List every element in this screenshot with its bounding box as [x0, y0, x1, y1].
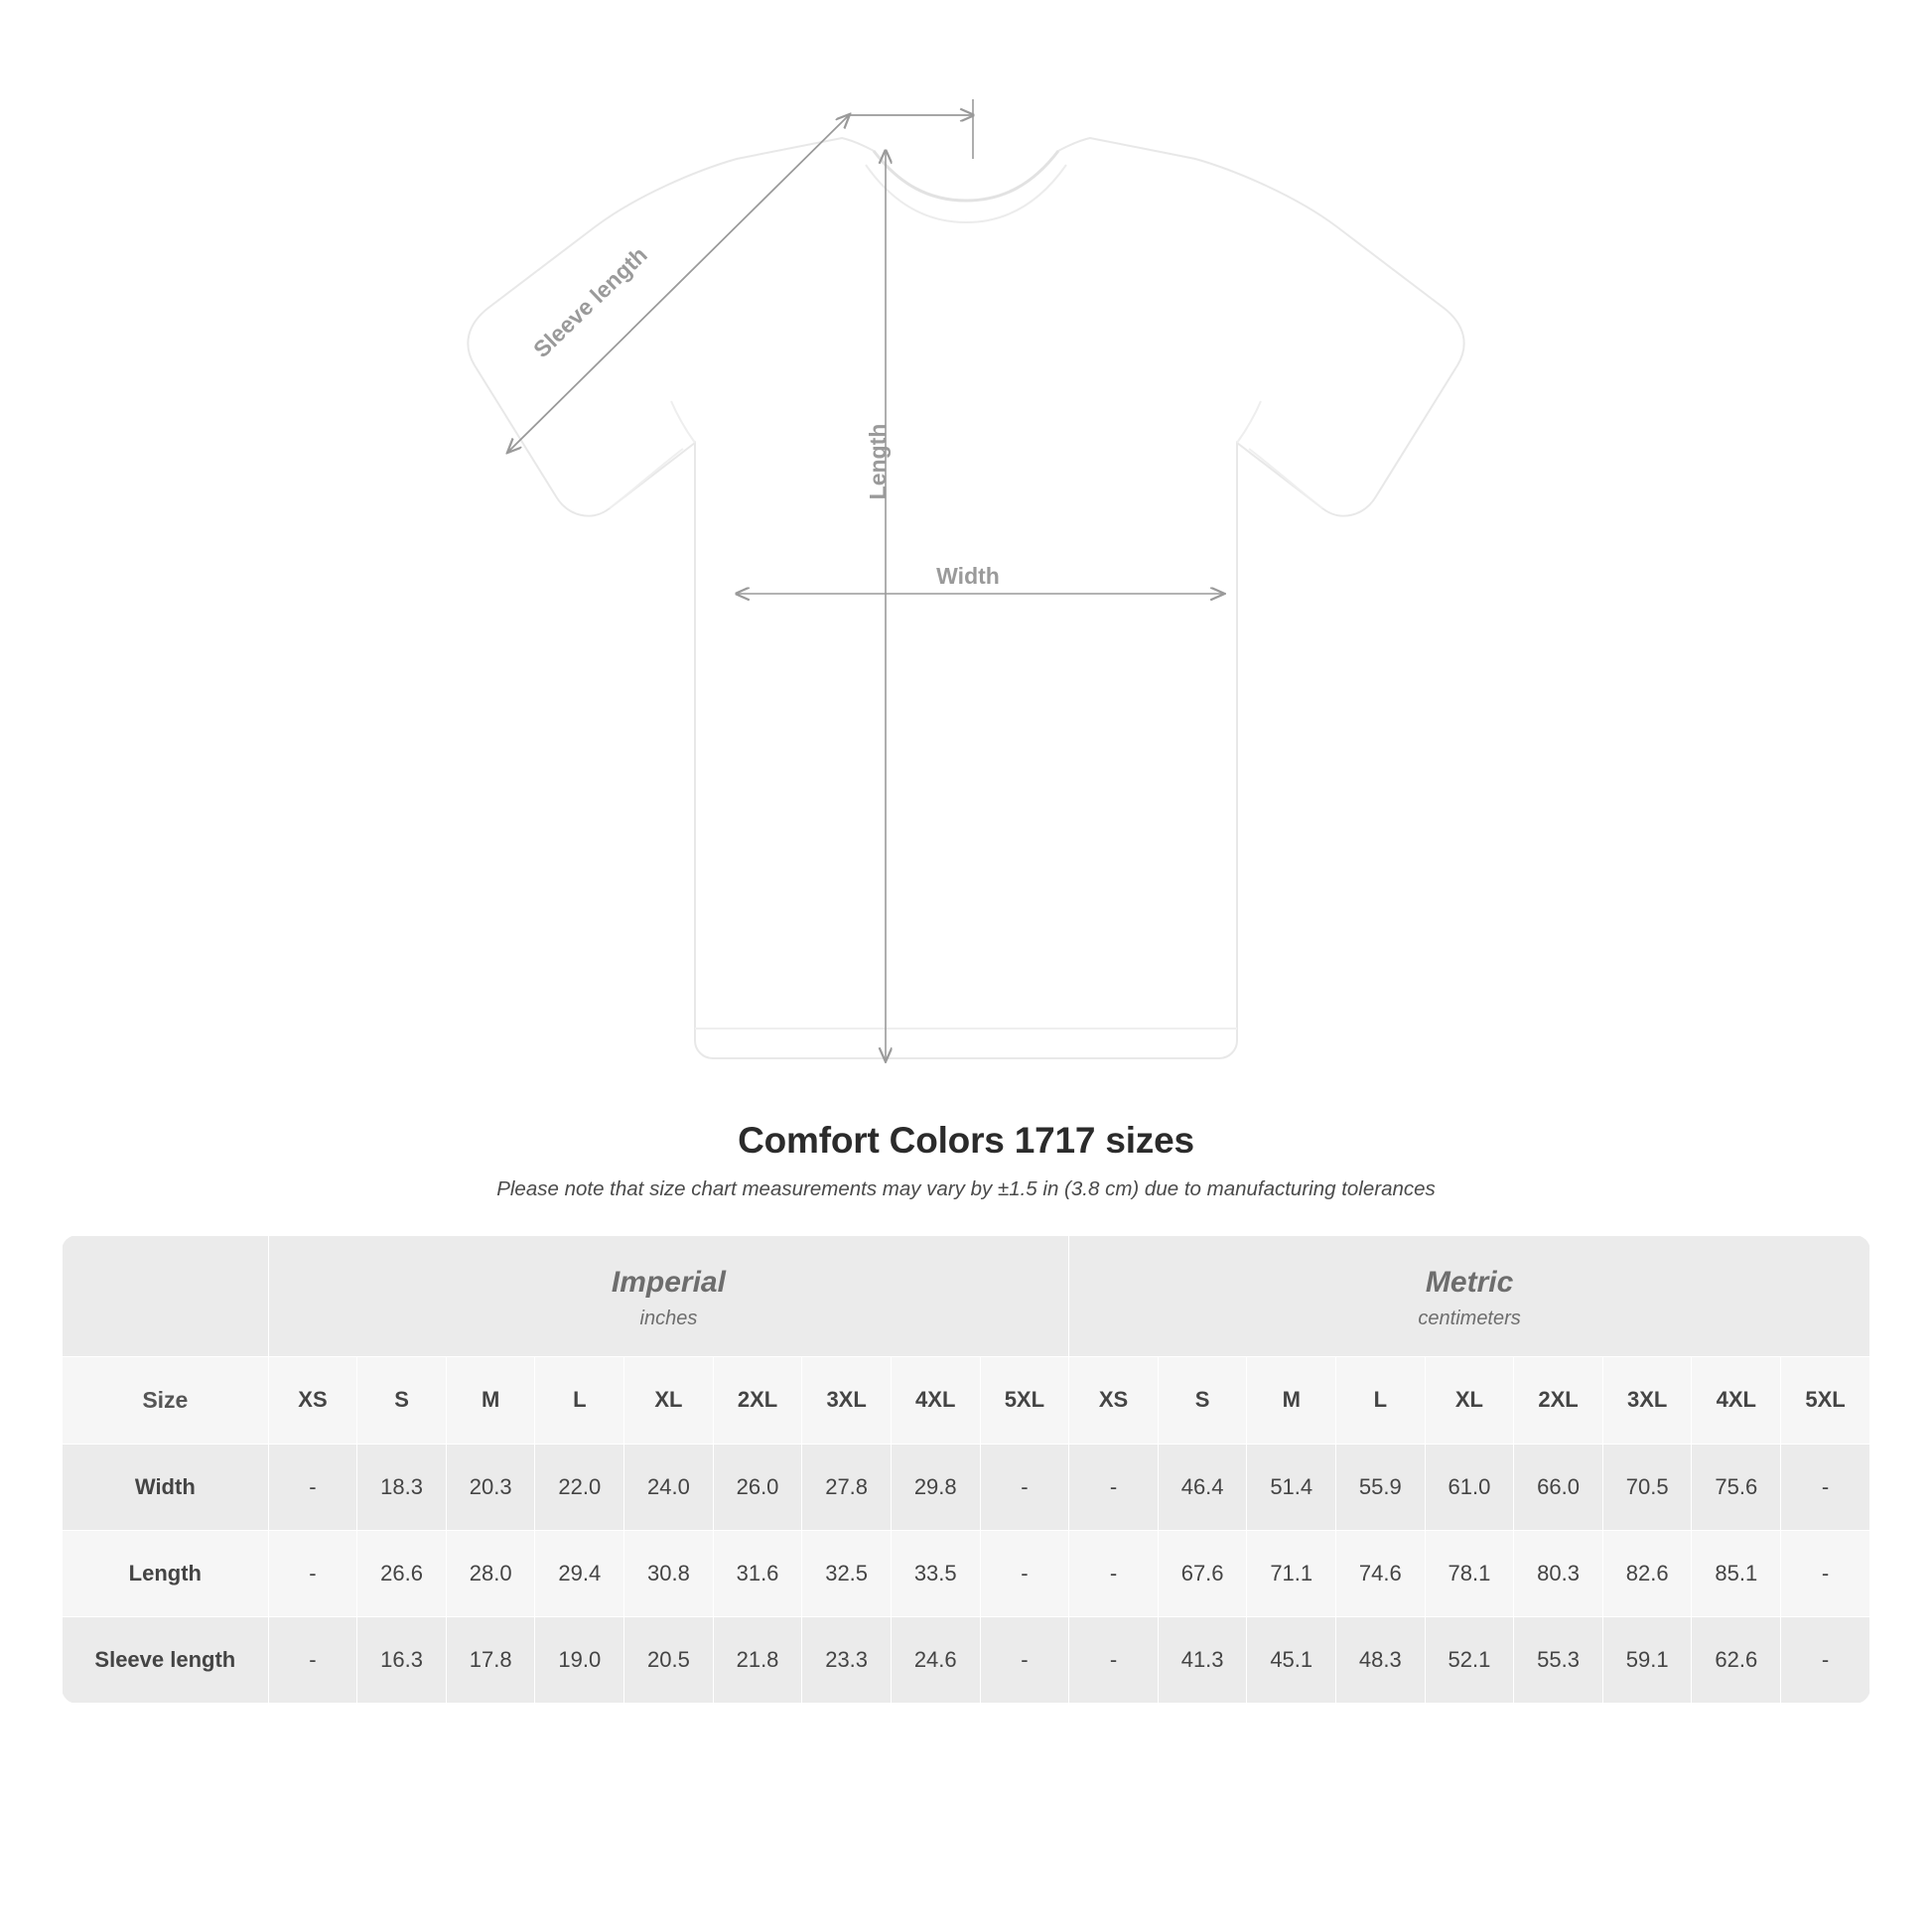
measurement-cell: - — [1781, 1616, 1870, 1703]
size-header-cell: XL — [624, 1356, 714, 1444]
measurement-cell: 48.3 — [1336, 1616, 1426, 1703]
measurement-cell: - — [980, 1616, 1069, 1703]
unit-sub: centimeters — [1418, 1307, 1521, 1329]
measurement-cell: 71.1 — [1247, 1530, 1336, 1616]
measurement-cell: - — [1069, 1444, 1159, 1530]
measurement-cell: 41.3 — [1158, 1616, 1247, 1703]
measurement-cell: 55.3 — [1514, 1616, 1603, 1703]
measurement-cell: - — [268, 1616, 357, 1703]
size-header-cell: 2XL — [1514, 1356, 1603, 1444]
unit-header-imperial — [268, 1236, 1069, 1357]
title-block — [0, 1120, 1932, 1201]
row-label: Width — [63, 1444, 269, 1530]
measurement-cell: 70.5 — [1602, 1444, 1692, 1530]
measurement-cell: 55.9 — [1336, 1444, 1426, 1530]
measurement-cell: - — [980, 1530, 1069, 1616]
size-header-cell: XS — [268, 1356, 357, 1444]
size-table — [62, 1235, 1870, 1704]
measurement-cell: - — [1781, 1530, 1870, 1616]
table-row — [63, 1530, 1870, 1616]
size-header-row — [63, 1356, 1870, 1444]
measurement-cell: 33.5 — [891, 1530, 980, 1616]
measurement-cell: 24.0 — [624, 1444, 714, 1530]
size-header-cell: XL — [1425, 1356, 1514, 1444]
measurement-cell: 17.8 — [446, 1616, 535, 1703]
measurement-cell: 52.1 — [1425, 1616, 1514, 1703]
row-label: Length — [63, 1530, 269, 1616]
size-header-cell: 2XL — [713, 1356, 802, 1444]
measurement-cell: 74.6 — [1336, 1530, 1426, 1616]
measurement-cell: 75.6 — [1692, 1444, 1781, 1530]
size-header-cell: L — [1336, 1356, 1426, 1444]
measurement-cell: 21.8 — [713, 1616, 802, 1703]
unit-name: Imperial — [611, 1266, 726, 1299]
measurement-cell: 26.6 — [357, 1530, 447, 1616]
measurement-cell: 82.6 — [1602, 1530, 1692, 1616]
size-header-cell: M — [1247, 1356, 1336, 1444]
unit-header-metric — [1069, 1236, 1870, 1357]
measurement-cell: 23.3 — [802, 1616, 892, 1703]
measurement-cell: - — [268, 1530, 357, 1616]
size-header-cell: 3XL — [802, 1356, 892, 1444]
unit-sub: inches — [639, 1307, 698, 1329]
measurement-cell: 28.0 — [446, 1530, 535, 1616]
measurement-cell: 29.8 — [891, 1444, 980, 1530]
measurement-cell: 46.4 — [1158, 1444, 1247, 1530]
size-header-cell: L — [535, 1356, 624, 1444]
measurement-cell: - — [1781, 1444, 1870, 1530]
size-header-cell: 4XL — [891, 1356, 980, 1444]
measurement-cell: 27.8 — [802, 1444, 892, 1530]
table-row — [63, 1444, 1870, 1530]
measurement-cell: - — [268, 1444, 357, 1530]
chart-note: Please note that size chart measurements may vary by ±1.5 in (3.8 cm) due to manufacturing tolerances — [496, 1177, 1436, 1200]
measurement-cell: 26.0 — [713, 1444, 802, 1530]
measurement-cell: 66.0 — [1514, 1444, 1603, 1530]
measurement-cell: 22.0 — [535, 1444, 624, 1530]
measurement-cell: 62.6 — [1692, 1616, 1781, 1703]
size-header-cell: 3XL — [1602, 1356, 1692, 1444]
size-header-cell: S — [1158, 1356, 1247, 1444]
size-header-cell: 4XL — [1692, 1356, 1781, 1444]
measurement-cell: 19.0 — [535, 1616, 624, 1703]
width-label: Width — [936, 563, 1000, 589]
measurement-cell: 24.6 — [891, 1616, 980, 1703]
measurement-cell: 32.5 — [802, 1530, 892, 1616]
row-label: Sleeve length — [63, 1616, 269, 1703]
measurement-cell: 18.3 — [357, 1444, 447, 1530]
sleeve-length-label: Sleeve length — [528, 241, 652, 363]
measurement-cell: 78.1 — [1425, 1530, 1514, 1616]
size-table-body — [63, 1236, 1870, 1704]
measurement-cell: 51.4 — [1247, 1444, 1336, 1530]
measurement-cell: 31.6 — [713, 1530, 802, 1616]
unit-name: Metric — [1425, 1266, 1514, 1299]
chart-title: Comfort Colors 1717 sizes — [738, 1120, 1194, 1161]
measurement-cell: 16.3 — [357, 1616, 447, 1703]
measurement-cell: 80.3 — [1514, 1530, 1603, 1616]
size-header-label: Size — [63, 1356, 269, 1444]
measurement-cell: 59.1 — [1602, 1616, 1692, 1703]
measurement-cell: 85.1 — [1692, 1530, 1781, 1616]
size-table-wrap — [62, 1235, 1870, 1704]
length-label: Length — [865, 423, 891, 500]
measurement-cell: 30.8 — [624, 1530, 714, 1616]
measurement-cell: 67.6 — [1158, 1530, 1247, 1616]
measurement-cell: - — [1069, 1530, 1159, 1616]
measurement-cell: 61.0 — [1425, 1444, 1514, 1530]
measurement-cell: - — [980, 1444, 1069, 1530]
table-row — [63, 1616, 1870, 1703]
size-header-cell: S — [357, 1356, 447, 1444]
measurement-cell: - — [1069, 1616, 1159, 1703]
measurement-cell: 20.5 — [624, 1616, 714, 1703]
measurement-cell: 29.4 — [535, 1530, 624, 1616]
size-header-cell: XS — [1069, 1356, 1159, 1444]
unit-header-spacer — [63, 1236, 269, 1357]
size-header-cell: 5XL — [1781, 1356, 1870, 1444]
measurement-cell: 20.3 — [446, 1444, 535, 1530]
measurement-cell: 45.1 — [1247, 1616, 1336, 1703]
size-header-cell: 5XL — [980, 1356, 1069, 1444]
size-header-cell: M — [446, 1356, 535, 1444]
unit-header-row — [63, 1236, 1870, 1357]
